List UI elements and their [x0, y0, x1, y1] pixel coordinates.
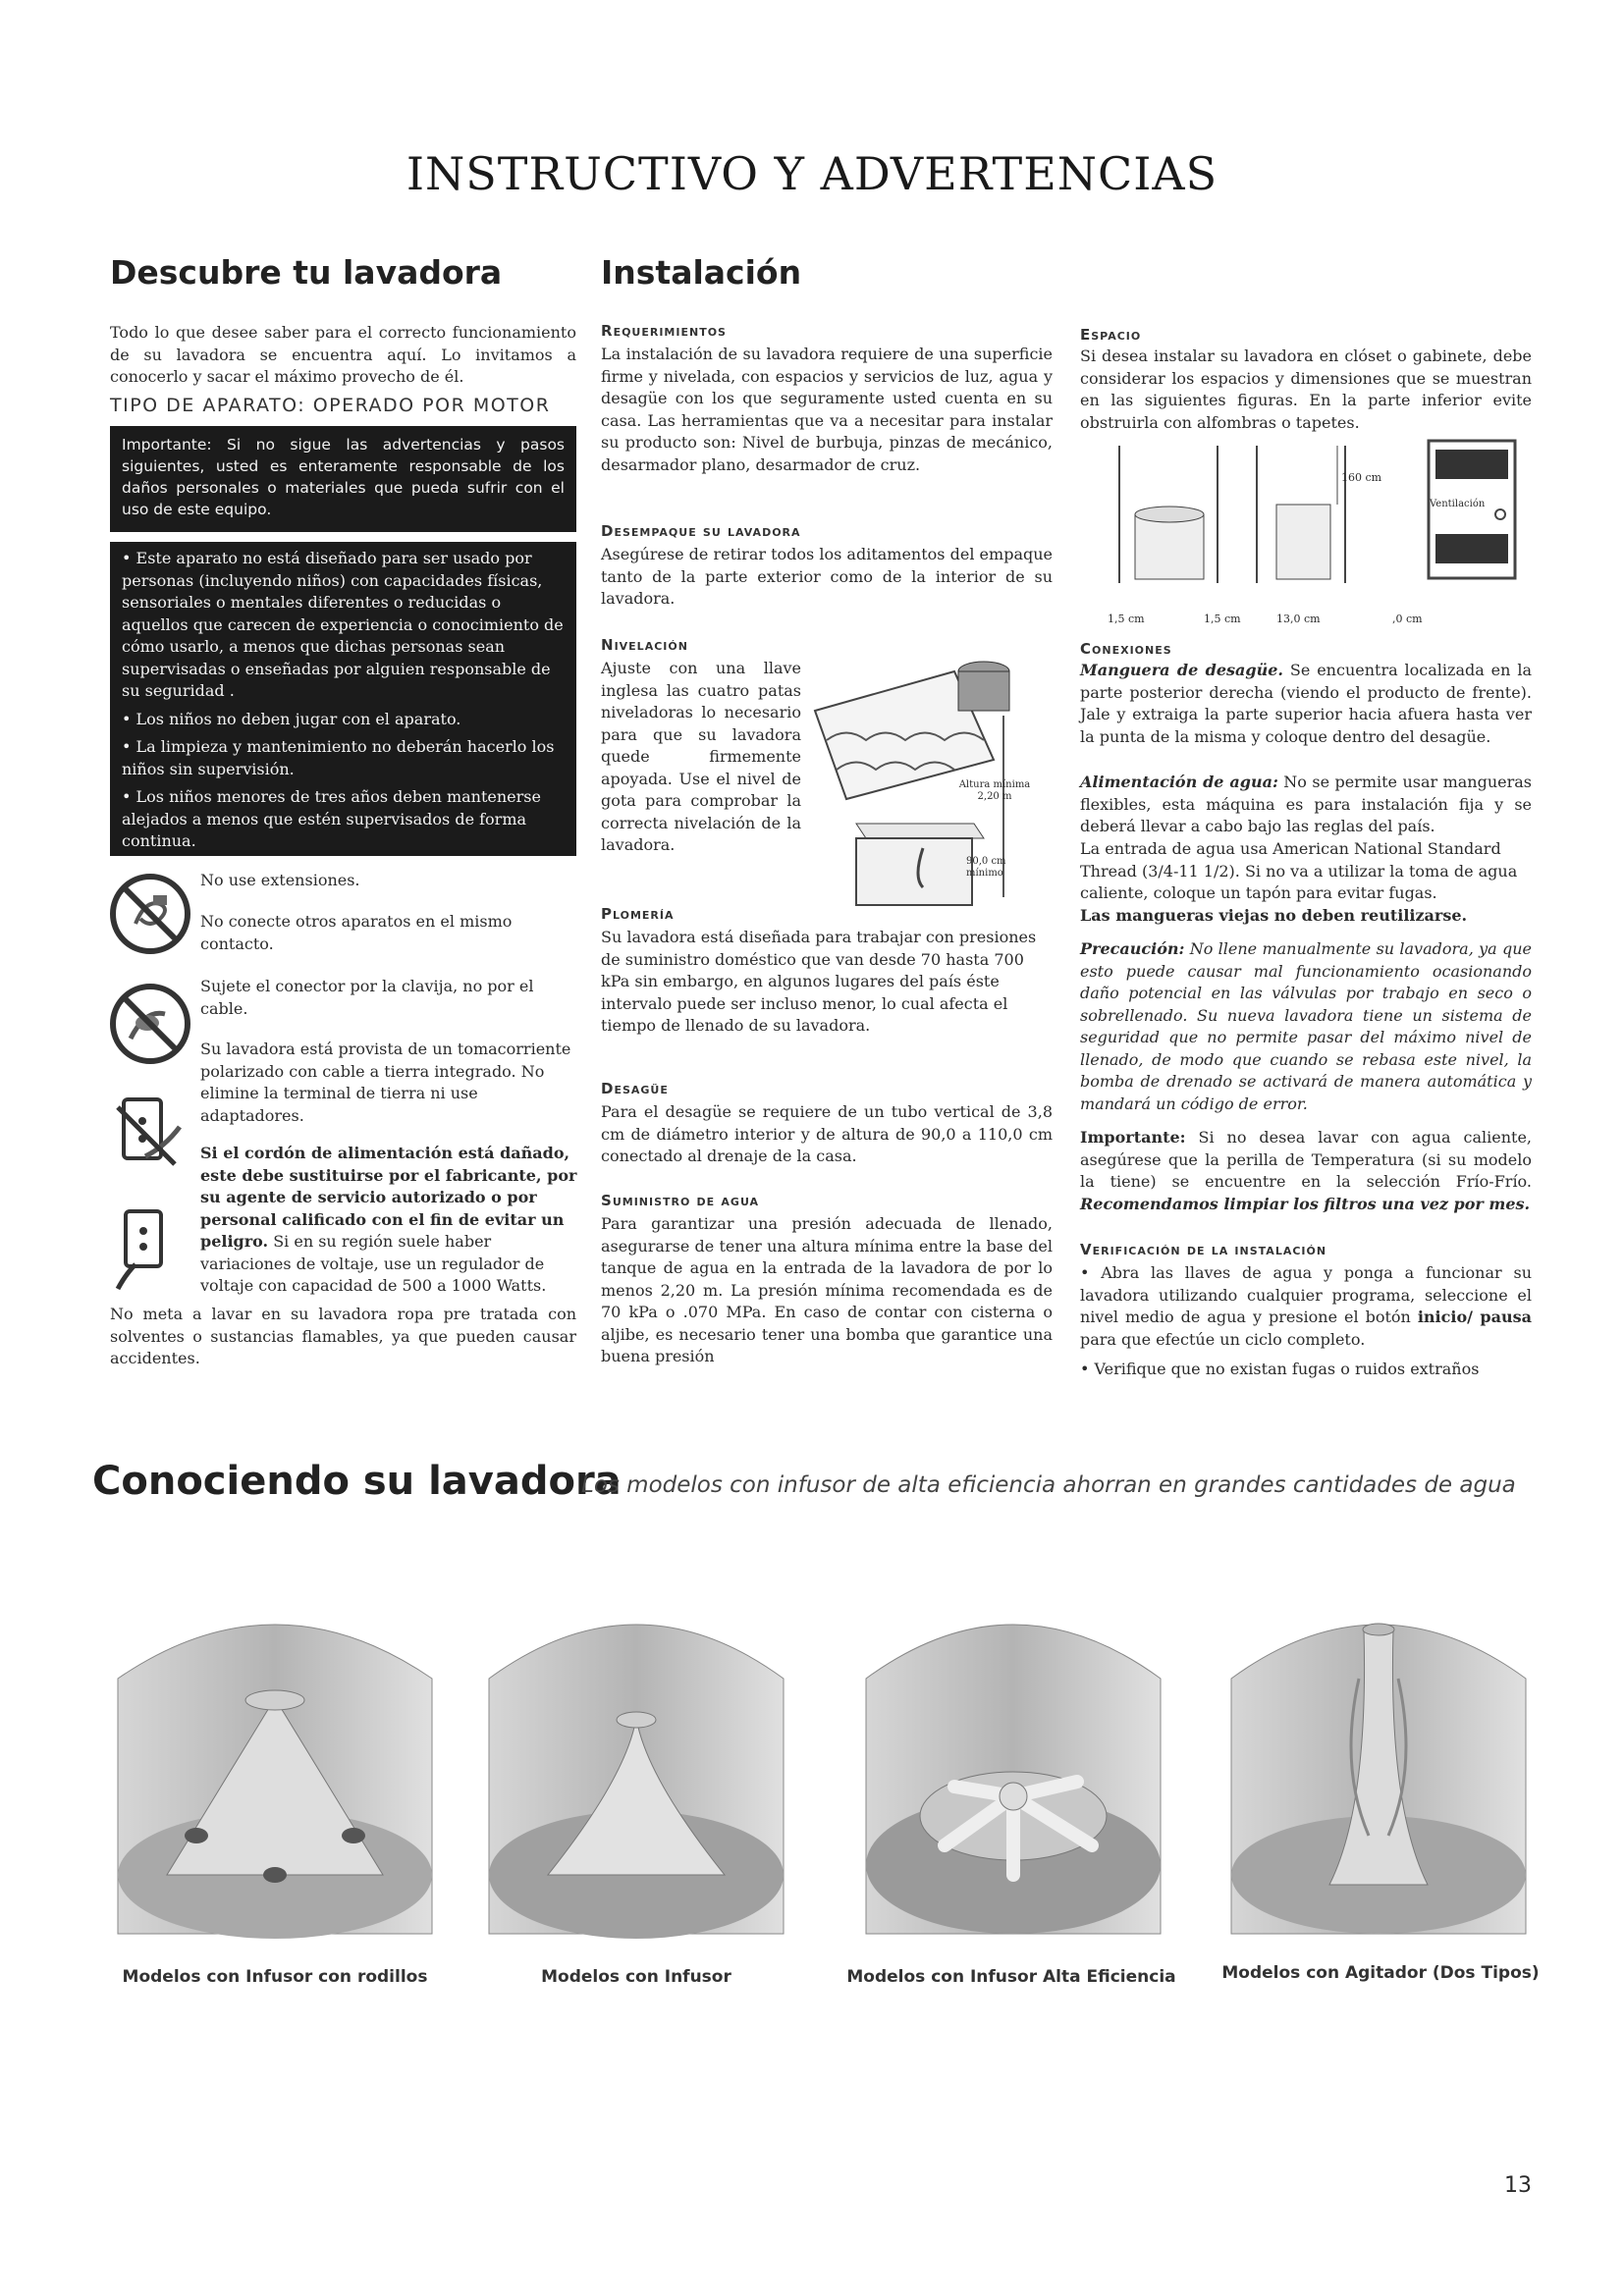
important-box — [110, 426, 576, 532]
warning-plug: Sujete el conector por la clavija, no por el cable. — [200, 977, 534, 1018]
min-height-label: 90,0 cm mínimo — [966, 856, 1006, 879]
drain-text: Para el desagüe se requiere de un tubo vertical de 3,8 cm de diámetro interior y de altura de 90,0 a 110,0 cm conectado al drenaje de la casa. — [601, 1102, 1053, 1165]
unpack-text: Asegúrese de retirar todos los aditamentos del empaque tanto de la parte exterior como de la interior de su lavadora. — [601, 545, 1053, 608]
caution-rest: No llene manualmente su lavadora, ya que esto puede causar mal funcionamiento ocasionando daño potencial en las válvulas por trabajo en seco o sobrellenado. Su nueva lavadora tiene un sistema de seguridad que no permite pasar del máximo nivel de llenado, de modo que cuando se rebasa este nivel, la bomba de drenado se activará de manera automática y mandará un código de error. — [1080, 939, 1532, 1113]
models-subtitle: Los modelos con infusor de alta eficiencia ahorran en grandes cantidades de agua — [581, 1472, 1516, 1498]
old-hoses-bold: Las mangueras viejas no deben reutilizarse. — [1080, 906, 1468, 925]
final-warning: No meta a lavar en su lavadora ropa pre tratada con solventes o sustancias flamables, ya que pueden causar accidentes. — [110, 1305, 576, 1367]
supply-text: Para garantizar una presión adecuada de llenado, asegurarse de tener una altura mínima entre la base del tanque de agua en la entrada de la lavadora de por lo menos 2,20 m. La presión mínima recomendada es de 70 kPa o .070 MPa. En caso de contar con cisterna o aljibe, es necesario tener una bomba que garantice una buena presión — [601, 1214, 1053, 1365]
drum-agitador-illustration — [1221, 1590, 1536, 1944]
warning-outlet: No conecte otros aparatos en el mismo contacto. — [200, 912, 513, 953]
altura-minima-label: Altura mínima 2,20 m — [958, 779, 1031, 802]
safety-bullet: • Este aparato no está diseñado para ser usado por personas (incluyendo niños) con capacidades físicas, sensoriales o mentales diferentes o reducidas o aquellos que carecen de experiencia o conocimiento de cómo usarlo, a menos que dichas personas sean supervisadas o enseñadas por alguien responsable de su seguridad . — [122, 549, 564, 700]
safety-bullets-box — [110, 542, 576, 856]
models-heading: Conociendo su lavadora — [92, 1459, 622, 1504]
verification-step-1c: para que efectúe un ciclo completo. — [1080, 1329, 1366, 1349]
verification-step-2: • Verifique que no existan fugas o ruidos extraños — [1080, 1360, 1480, 1378]
water-feed-rest: No se permite usar mangueras flexibles, esta máquina es para instalación fija y se deberá llevar a cabo bajo las reglas del país. — [1080, 773, 1532, 835]
warning-extension: No use extensiones. — [200, 871, 360, 889]
old-hoses-warning — [1080, 905, 1532, 928]
drain-title: Desagüe — [601, 1080, 669, 1097]
page-title: INSTRUCTIVO Y ADVERTENCIAS — [406, 147, 1218, 200]
space-title: Espacio — [1080, 326, 1142, 344]
device-type: TIPO DE APARATO: OPERADO POR MOTOR — [110, 395, 551, 416]
drum-infusor-illustration — [479, 1590, 793, 1944]
important-text: Importante: Si no sigue las advertencias y pasos siguientes, usted es enteramente responsable de los daños personales o materiales que pueda sufrir con el uso de este equipo. — [122, 436, 565, 518]
dim-bottom-label: ,0 cm — [1392, 613, 1423, 625]
dim-bottom-label: 13,0 cm — [1276, 613, 1321, 625]
dim-160-label: 160 cm — [1341, 471, 1382, 484]
filters-recommendation: Recomendamos limpiar los filtros una vez por mes. — [1080, 1194, 1531, 1213]
warning-ground: Su lavadora está provista de un tomacorriente polarizado con cable a tierra integrado. No elimine la terminal de tierra ni use adaptadores. — [200, 1040, 571, 1125]
plumbing-title: Plomería — [601, 905, 675, 923]
no-cable-pull-icon — [106, 980, 194, 1068]
water-feed-text — [1080, 772, 1532, 838]
left-intro: Todo lo que desee saber para el correcto funcionamiento de su lavadora se encuentra aquí. Lo invitamos a conocerlo y sacar el máximo provecho de él. — [110, 323, 576, 386]
caption-infusor-alta-eficiencia: Modelos con Infusor Alta Eficiencia — [846, 1967, 1176, 1987]
ventilation-label: Ventilación — [1430, 499, 1486, 509]
caution-bold: Precaución: — [1080, 939, 1185, 958]
caution-text — [1080, 938, 1532, 1115]
drum-infusor-alta-eficiencia-illustration — [856, 1590, 1170, 1944]
level-title: Nivelación — [601, 636, 688, 654]
warning-cord — [200, 1143, 578, 1298]
verification-step-1 — [1080, 1262, 1532, 1351]
level-text: Ajuste con una llave inglesa las cuatro patas niveladoras lo necesario para que su lavadora quede firmemente apoyada. Use el nivel de gota para comprobar la correcta nivelación de la lavadora. — [601, 659, 801, 854]
caption-agitador: Modelos con Agitador (Dos Tipos) — [1221, 1963, 1540, 1983]
safety-bullet: • Los niños menores de tres años deben mantenerse alejados a menos que estén supervisados de forma continua. — [122, 787, 541, 850]
page-number: 13 — [1504, 2173, 1532, 2198]
no-adapter-icon — [106, 1088, 194, 1176]
supply-title: Suministro de agua — [601, 1192, 760, 1209]
space-dimensions-illustration — [1080, 436, 1532, 622]
caption-infusor-rodillos: Modelos con Infusor con rodillos — [122, 1967, 428, 1987]
req-title: Requerimientos — [601, 322, 727, 340]
start-pause-label: inicio/ pausa — [1417, 1308, 1532, 1326]
connections-title: Conexiones — [1080, 640, 1172, 658]
important-temp-bold: Importante: — [1080, 1128, 1186, 1147]
verification-step-1a: • Abra las llaves de agua y ponga a funcionar su lavadora utilizando cualquier programa, seleccione el nivel medio de agua y presione el botón — [1080, 1263, 1532, 1326]
dim-bottom-label: 1,5 cm — [1204, 613, 1241, 625]
important-temp-rest: Si no desea lavar con agua caliente, asegúrese que la perilla de Temperatura (si su modelo la tiene) se encuentre en la selección Frío-Frío. — [1080, 1128, 1532, 1191]
dim-bottom-label: 1,5 cm — [1108, 613, 1145, 625]
verification-title: Verificación de la instalación — [1080, 1241, 1327, 1258]
unpack-title: Desempaque su lavadora — [601, 522, 801, 540]
drain-hose-text — [1080, 660, 1532, 748]
drain-hose-bold: Manguera de desagüe. — [1080, 661, 1283, 679]
req-text: La instalación de su lavadora requiere de una superficie firme y nivelada, con espacios y servicios de luz, agua y desagüe con los que seguramente usted cuenta en su casa. Las herramientas que va a necesitar para instalar su producto son: Nivel de burbuja, pinzas de mecánico, desarmador plano, desarmador de cruz. — [601, 345, 1053, 474]
space-text: Si desea instalar su lavadora en clóset o gabinete, debe considerar los espacios y dimensiones que se muestran en las siguientes figuras. En la parte inferior evite obstruirla con alfombras o tapetes. — [1080, 347, 1532, 432]
safety-bullet: • Los niños no deben jugar con el aparato. — [122, 709, 461, 728]
plumbing-text: Su lavadora está diseñada para trabajar con presiones de suministro doméstico que van desde 70 hasta 700 kPa sin embargo, en algunos lugares del país éste intervalo puede ser incluso menor, lo cual afecta el tiempo de llenado de su lavadora. — [601, 928, 1037, 1035]
safety-bullet: • La limpieza y mantenimiento no deberán hacerlo los niños sin supervisión. — [122, 737, 555, 778]
drum-infusor-rodillos-illustration — [108, 1590, 442, 1944]
warning-cord-bold: Si el cordón de alimentación está dañado, este debe sustituirse por el fabricante, por su agente de servicio autorizado o por personal calificado con el fin de evitar un peligro. — [200, 1144, 577, 1251]
plug-outlet-icon — [106, 1205, 185, 1294]
caption-infusor: Modelos con Infusor — [541, 1967, 731, 1987]
important-temp-text — [1080, 1127, 1532, 1215]
thread-text: La entrada de agua usa American National Standard Thread (3/4-11 1/2). Si no va a utilizar la toma de agua caliente, coloque un tapón para evitar fugas. — [1080, 839, 1518, 902]
drain-hose-rest: Se encuentra localizada en la parte posterior derecha (viendo el producto de frente). Jale y extraiga la parte superior hacia afuera hasta ver la punta de la misma y coloque dentro del desagüe. — [1080, 661, 1533, 746]
middle-heading: Instalación — [601, 253, 802, 292]
warning-cord-rest: Si en su región suele haber variaciones de voltaje, use un regulador de voltaje con capacidad de 500 a 1000 Watts. — [200, 1232, 547, 1295]
left-heading: Descubre tu lavadora — [110, 253, 503, 292]
no-extension-icon — [106, 870, 194, 958]
water-feed-bold: Alimentación de agua: — [1080, 773, 1278, 791]
